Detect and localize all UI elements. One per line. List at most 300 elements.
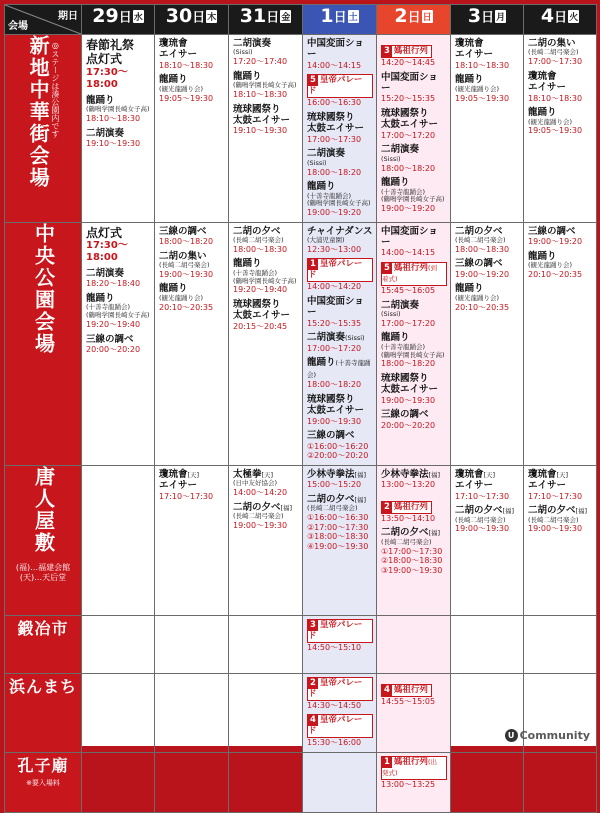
event-time: 18:00～18:20 xyxy=(381,359,436,369)
event-entry xyxy=(528,226,593,247)
event-organizer: (十善寺龍踊会) xyxy=(86,303,131,312)
cell-shinchi-4 xyxy=(524,35,597,223)
event-tag: [福] xyxy=(428,470,441,479)
event-title: 瓊琉會 xyxy=(455,468,484,480)
venue-name: 中央公園会場 xyxy=(31,222,56,355)
event-organizer: (鶴鳴学園長崎女子高) xyxy=(233,276,297,285)
event-name xyxy=(528,226,593,237)
event-name xyxy=(528,469,593,480)
event-time: 18:10～18:30 xyxy=(528,93,583,103)
event-entry xyxy=(233,502,299,531)
event-title: 三線の調べ xyxy=(159,225,207,237)
event-tag: [福] xyxy=(354,470,367,479)
cell-shinchi-2 xyxy=(377,35,451,223)
event-name xyxy=(455,258,520,269)
event-title: 龍踊り xyxy=(159,283,188,295)
cell-koshi-30 xyxy=(155,752,229,812)
cell-koshi-1 xyxy=(303,752,377,812)
event-title: 点灯式 xyxy=(86,225,123,240)
cell-shinchi-29 xyxy=(82,35,155,223)
event-title: 二胡の集い xyxy=(159,250,207,262)
event-time: 15:30～16:00 xyxy=(307,738,362,748)
event-entry xyxy=(381,469,447,490)
event-title: 二胡の夕べ xyxy=(233,225,281,237)
event-entry xyxy=(233,299,299,331)
venue-note: ◎ステージは湊公園内です xyxy=(50,41,60,138)
event-tag: [天] xyxy=(556,470,569,479)
event-entry xyxy=(86,128,151,149)
event-title: 中国変面ショー xyxy=(381,71,438,94)
event-organizer: (鶴鳴学園長崎女子高) xyxy=(86,311,150,320)
event-name-line2: エイサー xyxy=(159,480,198,492)
parade-number: 2 xyxy=(384,501,390,512)
event-entry xyxy=(86,268,151,289)
cell-kajiya-31 xyxy=(229,615,303,673)
event-title: 瓊琉會 xyxy=(159,38,188,49)
event-organizer: (鶴鳴学園長崎女子高) xyxy=(233,81,297,90)
event-title: 二胡演奏 xyxy=(381,299,420,311)
event-name-line2: 太鼓エイサー xyxy=(381,384,439,396)
event-time: 16:00～16:30 xyxy=(307,98,362,108)
event-time: ①17:00～17:30 xyxy=(381,546,443,556)
event-time: 19:00～19:30 xyxy=(381,395,436,405)
event-time: 19:00～19:20 xyxy=(307,208,362,218)
event-time: 17:00～17:20 xyxy=(381,318,436,328)
event-title: 三線の調べ xyxy=(307,430,355,442)
weekday-badge: 金 xyxy=(280,10,291,23)
event-time: 17:30～18:00 xyxy=(86,66,128,90)
header-row xyxy=(5,5,597,35)
event-time: ②18:00～18:30 xyxy=(381,556,443,566)
event-entry xyxy=(159,74,225,103)
event-title: 三線の調べ xyxy=(381,409,429,421)
event-tag: [天] xyxy=(187,470,200,479)
event-organizer: (観光龍踊り会) xyxy=(455,84,500,93)
cell-koshi-29 xyxy=(82,752,155,812)
event-name xyxy=(381,108,447,119)
event-title: 琉球國祭り xyxy=(233,299,281,311)
event-name xyxy=(159,38,225,49)
cell-kajiya-2 xyxy=(377,615,451,673)
event-entry xyxy=(455,226,520,255)
event-title: 琉球國祭り xyxy=(381,107,429,119)
event-entry xyxy=(381,144,447,173)
weekday-badge: 月 xyxy=(495,10,506,23)
row-shinchi xyxy=(5,35,597,223)
event-time: 18:10～18:30 xyxy=(455,60,510,70)
venue-name: 唐人屋敷 xyxy=(31,465,56,554)
event-entry xyxy=(233,38,299,67)
event-organizer: (長崎二胡弓楽会) xyxy=(528,515,579,524)
event-name xyxy=(233,104,299,115)
event-entry xyxy=(307,112,373,144)
event-entry xyxy=(307,619,373,653)
event-entry xyxy=(233,258,299,295)
cell-shinchi-1 xyxy=(303,35,377,223)
event-entry xyxy=(381,38,447,68)
event-time: ④19:00～19:30 xyxy=(307,541,369,551)
event-organizer: (十善寺龍踊会) xyxy=(307,191,352,200)
event-entry xyxy=(307,148,373,177)
event-entry xyxy=(455,505,520,534)
event-entry xyxy=(455,74,520,103)
cell-tojin-3 xyxy=(451,465,524,615)
event-time: 17:10～17:30 xyxy=(528,491,583,501)
event-title: 龍踊り xyxy=(159,74,188,86)
event-entry xyxy=(86,95,151,124)
venue-name: 新地中華街会場 xyxy=(26,35,51,189)
event-time: 19:20～19:40 xyxy=(86,320,141,330)
cell-tojin-31 xyxy=(229,465,303,615)
cell-koshi-31 xyxy=(229,752,303,812)
event-name xyxy=(159,469,225,480)
event-name xyxy=(307,38,373,61)
cell-chuo-3 xyxy=(451,222,524,465)
row-koshi xyxy=(5,752,597,812)
event-entry xyxy=(307,494,373,552)
event-title: 龍踊り xyxy=(307,357,336,369)
day-header-1: 1日 土 xyxy=(303,5,377,35)
event-entry xyxy=(381,677,447,707)
corner-cell xyxy=(5,5,82,35)
event-entry xyxy=(307,394,373,426)
event-time: ③19:00～19:30 xyxy=(381,565,443,575)
event-name xyxy=(381,72,447,95)
parade-number: 2 xyxy=(310,677,316,688)
event-time: 12:30～13:00 xyxy=(307,244,362,254)
cell-kajiya-30 xyxy=(155,615,229,673)
event-name xyxy=(455,38,520,49)
event-title: 二胡の夕べ xyxy=(381,527,429,539)
event-name xyxy=(86,334,151,345)
cell-hama-1 xyxy=(303,673,377,752)
event-entry xyxy=(159,283,225,312)
parade-badge xyxy=(381,684,432,697)
parade-label: 媽祖行列 xyxy=(393,46,428,56)
cell-tojin-1 xyxy=(303,465,377,615)
event-time: 18:00～18:30 xyxy=(455,244,510,254)
event-organizer: (長崎二胡弓楽会) xyxy=(159,261,210,270)
event-entry xyxy=(528,107,593,136)
event-entry xyxy=(528,38,593,67)
event-organizer: (長崎二胡弓楽会) xyxy=(455,515,506,524)
event-title: 三線の調べ xyxy=(86,333,134,345)
community-watermark xyxy=(505,729,590,742)
event-entry xyxy=(86,293,151,330)
event-time: ③18:00～18:30 xyxy=(307,532,369,542)
parade-badge xyxy=(381,501,432,514)
event-name xyxy=(528,107,593,118)
cell-tojin-4 xyxy=(524,465,597,615)
event-time: 13:00～13:20 xyxy=(381,480,436,490)
event-organizer: (長崎二胡弓楽会) xyxy=(307,504,358,513)
event-organizer: (観光龍踊り会) xyxy=(528,261,573,270)
weekday-badge: 水 xyxy=(133,10,144,23)
event-title: 龍踊り xyxy=(528,250,557,262)
event-name-line2: 太鼓エイサー xyxy=(233,310,291,322)
event-title: 二胡の夕べ xyxy=(307,493,355,505)
event-title: 二胡演奏 xyxy=(86,268,125,280)
event-title: 二胡演奏 xyxy=(307,332,346,344)
event-organizer: (Sissi) xyxy=(307,158,327,167)
event-time: 20:10～20:35 xyxy=(528,269,583,279)
event-time: 14:20～14:45 xyxy=(381,58,436,67)
event-entry xyxy=(233,104,299,136)
parade-number: 3 xyxy=(384,46,390,56)
cell-kajiya-4 xyxy=(524,615,597,673)
event-time: 14:00～14:15 xyxy=(381,248,436,258)
event-name-line2: 太鼓エイサー xyxy=(307,405,365,417)
venue-chuo xyxy=(5,222,82,465)
event-time: 18:10～18:30 xyxy=(86,113,141,123)
event-time: 19:00～19:30 xyxy=(455,524,510,534)
event-title: 龍踊り xyxy=(233,70,262,82)
event-tag: [福] xyxy=(428,529,441,538)
parade-number: 4 xyxy=(310,715,316,726)
event-name xyxy=(307,112,373,123)
cell-shinchi-30 xyxy=(155,35,229,223)
event-title: 少林寺拳法 xyxy=(381,468,429,480)
parade-tag: (到着式) xyxy=(382,264,437,284)
event-time: 19:20～19:40 xyxy=(233,285,288,295)
event-name xyxy=(86,38,151,52)
event-time: 18:10～18:30 xyxy=(159,60,214,70)
event-title: 二胡の集い xyxy=(528,38,576,49)
cell-kajiya-1 xyxy=(303,615,377,673)
row-chuo xyxy=(5,222,597,465)
event-title: 龍踊り xyxy=(455,283,484,295)
parade-number: 3 xyxy=(310,619,316,630)
event-name-line2: エイサー xyxy=(528,82,567,94)
event-time: 20:10～20:35 xyxy=(159,302,214,312)
parade-badge xyxy=(381,45,432,58)
event-name xyxy=(381,409,447,420)
event-organizer: (鶴鳴学園長崎女子高) xyxy=(381,195,445,204)
event-entry xyxy=(528,505,593,534)
event-entry xyxy=(233,226,299,255)
cell-chuo-30 xyxy=(155,222,229,465)
event-time: 20:10～20:35 xyxy=(455,302,510,312)
parade-label: 媽祖行列 xyxy=(393,263,428,274)
event-title: 二胡の夕べ xyxy=(455,225,503,237)
venue-label: 会場 xyxy=(8,21,28,32)
cell-chuo-29 xyxy=(82,222,155,465)
event-time: 19:00～19:30 xyxy=(528,524,583,534)
event-name xyxy=(381,177,447,188)
event-time: 19:00～19:20 xyxy=(455,269,510,279)
event-organizer: (Sissi) xyxy=(381,154,401,163)
event-name-line2: 点灯式 xyxy=(86,52,123,67)
event-time: 17:20～17:40 xyxy=(233,57,288,67)
event-entry xyxy=(381,756,447,790)
cell-shinchi-3 xyxy=(451,35,524,223)
event-entry xyxy=(381,409,447,430)
event-name xyxy=(86,128,151,139)
cell-shinchi-31 xyxy=(229,35,303,223)
event-name-line2: エイサー xyxy=(455,480,494,492)
event-time: 18:00～18:20 xyxy=(307,167,362,177)
event-time: 14:50～15:10 xyxy=(307,642,362,652)
parade-badge xyxy=(381,262,447,286)
event-title: 中国変面ショー xyxy=(307,38,364,61)
event-time: 14:55～15:05 xyxy=(381,696,436,706)
event-organizer: (長崎二胡弓楽会) xyxy=(381,537,432,546)
event-name xyxy=(86,268,151,279)
event-title: 瓊琉會 xyxy=(159,468,188,480)
event-title: 龍踊り xyxy=(86,94,115,106)
event-organizer: (大浦児童園) xyxy=(307,236,345,245)
event-tag: [福] xyxy=(575,507,588,516)
event-title: 中国変面ショー xyxy=(307,296,364,319)
day-header-3: 3日 月 xyxy=(451,5,524,35)
parade-label: 皇帝パレード xyxy=(308,619,363,641)
event-time: 17:00～17:20 xyxy=(307,343,362,353)
weekday-badge: 木 xyxy=(206,10,217,23)
event-time: 19:00～19:20 xyxy=(381,204,436,214)
parade-number: 1 xyxy=(310,259,316,270)
cell-chuo-1 xyxy=(303,222,377,465)
parade-label: 皇帝パレード xyxy=(308,75,363,97)
event-organizer: (十善寺龍踊会) xyxy=(381,187,426,196)
event-name-line2: エイサー xyxy=(455,49,494,61)
event-entry xyxy=(233,469,299,498)
event-title: 中国変面ショー xyxy=(381,225,438,249)
event-time: 14:00～14:15 xyxy=(307,60,362,70)
event-organizer: (鶴鳴学園長崎女子高) xyxy=(86,105,150,114)
cell-chuo-2 xyxy=(377,222,451,465)
cell-hama-2 xyxy=(377,673,451,752)
parade-badge xyxy=(307,619,373,643)
event-time: 14:30～14:50 xyxy=(307,700,362,710)
event-name xyxy=(307,296,373,319)
parade-number: 4 xyxy=(384,684,390,695)
event-time: 18:10～18:30 xyxy=(233,89,288,99)
event-time: ②17:00～17:30 xyxy=(307,522,369,532)
event-tag: (Sissi) xyxy=(345,334,365,343)
event-time: 15:20～15:35 xyxy=(307,318,362,328)
event-entry xyxy=(381,177,447,214)
event-entry xyxy=(381,226,447,258)
event-entry xyxy=(528,251,593,280)
event-name-line2: 太鼓エイサー xyxy=(307,123,365,135)
event-time: 19:05～19:30 xyxy=(159,93,214,103)
event-title: 二胡の夕べ xyxy=(233,501,281,513)
weekday-badge: 土 xyxy=(348,10,359,23)
parade-badge xyxy=(307,258,373,282)
event-name xyxy=(307,430,373,441)
event-tag: [天] xyxy=(261,470,274,479)
event-entry xyxy=(307,38,373,70)
event-time: 17:10～17:30 xyxy=(455,491,510,501)
event-title: 少林寺拳法 xyxy=(307,468,355,480)
event-title: 二胡演奏 xyxy=(233,38,272,49)
event-entry xyxy=(307,226,373,255)
event-time: 20:00～20:20 xyxy=(86,345,141,355)
event-title: チャイナダンス xyxy=(307,225,373,237)
event-entry xyxy=(381,527,447,575)
event-organizer: (Sissi) xyxy=(381,310,401,319)
event-title: 二胡演奏 xyxy=(381,144,420,156)
venue-tojin xyxy=(5,465,82,615)
event-entry xyxy=(528,71,593,103)
event-time: 19:00～19:30 xyxy=(233,520,288,530)
event-entry xyxy=(381,332,447,369)
cell-tojin-2 xyxy=(377,465,451,615)
venue-koshi xyxy=(5,752,82,812)
event-tag: [福] xyxy=(280,503,293,512)
event-title: 龍踊り xyxy=(86,293,115,305)
event-title: 琉球國祭り xyxy=(307,111,355,123)
event-title: 瓊琉會 xyxy=(528,468,557,480)
event-entry xyxy=(307,332,373,353)
venue-hama xyxy=(5,673,82,752)
parade-label: 皇帝パレード xyxy=(308,677,363,699)
event-entry xyxy=(307,258,373,292)
event-organizer: (鶴鳴学園長崎女子高) xyxy=(307,199,371,208)
event-time: 19:00～19:30 xyxy=(307,416,362,426)
event-name xyxy=(381,469,447,480)
event-name xyxy=(455,505,520,516)
weekday-badge: 火 xyxy=(568,10,579,23)
day-header-31: 31日 金 xyxy=(229,5,303,35)
parade-label: 媽祖行列 xyxy=(393,501,428,512)
cell-hama-29 xyxy=(82,673,155,752)
event-entry xyxy=(159,469,225,501)
event-time: 18:00～18:20 xyxy=(381,163,436,173)
event-name xyxy=(307,357,373,380)
venue-name: 浜んまち xyxy=(8,676,77,696)
event-time: 20:00～20:20 xyxy=(381,420,436,430)
event-title: 三線の調べ xyxy=(528,225,576,237)
event-name xyxy=(307,469,373,480)
event-entry xyxy=(381,373,447,405)
venue-name: 孔子廟 xyxy=(17,755,69,775)
event-organizer: (十善寺龍踊会) xyxy=(381,342,426,351)
event-entry xyxy=(455,469,520,501)
parade-badge xyxy=(307,714,373,738)
event-entry xyxy=(307,74,373,108)
event-tag: [福] xyxy=(502,507,515,516)
event-time: 18:00～18:30 xyxy=(233,244,288,254)
event-entry xyxy=(307,181,373,218)
venue-kajiya xyxy=(5,615,82,673)
event-entry xyxy=(307,469,373,490)
cell-koshi-3 xyxy=(451,752,524,812)
parade-badge xyxy=(381,756,447,780)
event-time: ①16:00～16:20 xyxy=(307,441,369,451)
event-time: ②20:00～20:20 xyxy=(307,451,369,461)
event-name xyxy=(307,181,373,192)
parade-label: 皇帝パレード xyxy=(308,715,363,737)
event-entry xyxy=(381,494,447,524)
event-name xyxy=(381,373,447,384)
event-entry xyxy=(159,251,225,280)
cell-tojin-29 xyxy=(82,465,155,615)
parade-number: 1 xyxy=(384,756,390,767)
event-time: 17:10～17:30 xyxy=(159,491,214,501)
cell-tojin-30 xyxy=(155,465,229,615)
parade-badge xyxy=(307,74,373,98)
event-title: 春節礼祭 xyxy=(86,38,135,52)
event-name xyxy=(455,469,520,480)
event-time: 18:00～18:20 xyxy=(159,237,214,247)
event-entry xyxy=(455,283,520,312)
cell-kajiya-29 xyxy=(82,615,155,673)
venue-note: ※要入場料 xyxy=(26,778,60,787)
cell-hama-31 xyxy=(229,673,303,752)
venue-legend: (福)…福建会館 (天)…天后堂 xyxy=(15,562,71,582)
event-entry xyxy=(381,300,447,329)
